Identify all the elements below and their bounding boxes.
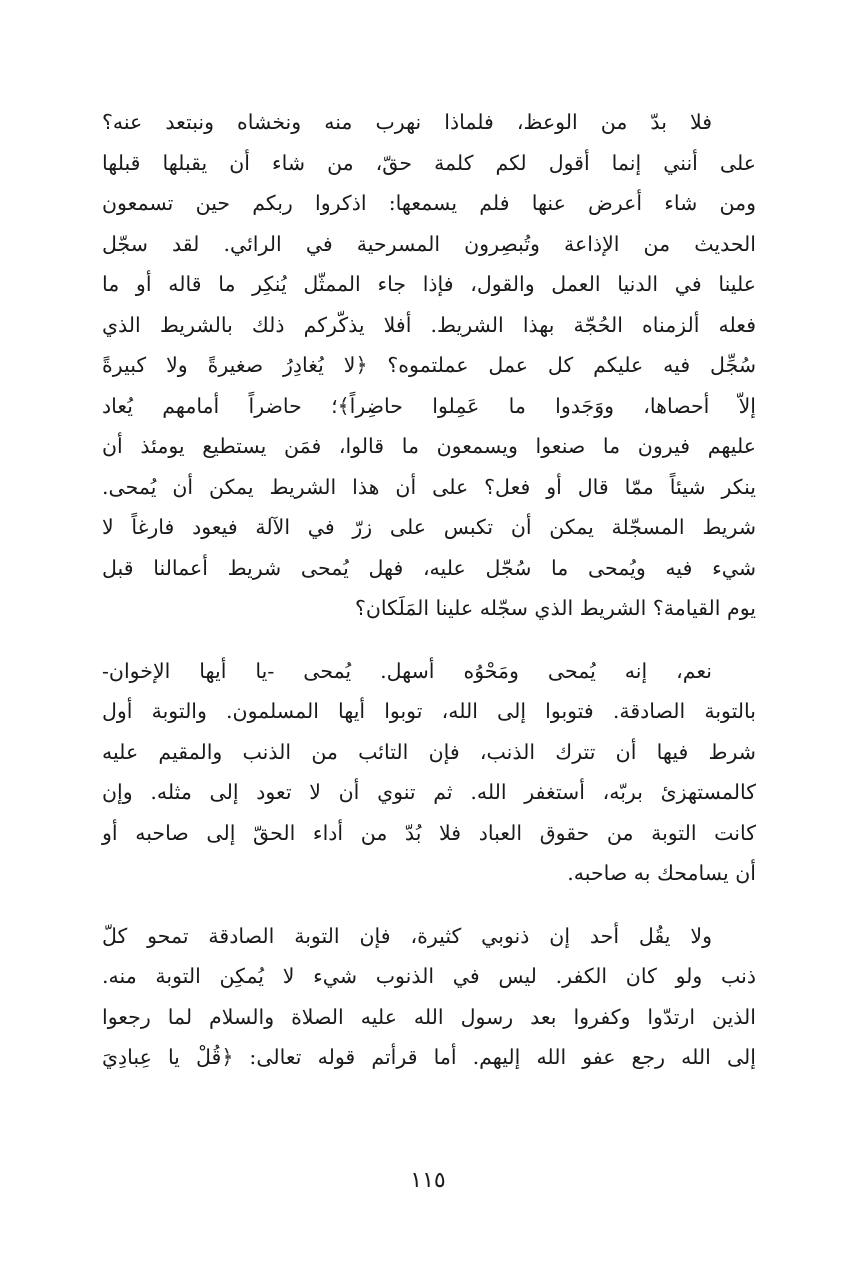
page-number: ١١٥ <box>410 1168 446 1193</box>
text-line: شريط المسجّلة يمكن أن تكبس على زرّ في الآلة فيعود فارغاً لا <box>102 515 756 539</box>
text-line: ينكر شيئاً ممّا قال أو فعل؟ على أن هذا الشريط يمكن أن يُمحى. <box>102 474 756 499</box>
text-line: ولا يقُل أحد إن ذنوبي كثيرة، فإن التوبة الصادقة تمحو كلّ <box>102 923 712 948</box>
paragraph <box>102 916 756 1078</box>
text-line: سُجِّل فيه عليكم كل عمل عملتموه؟ ﴿لا يُغادِرُ صغيرةً ولا كبيرةً <box>102 353 756 377</box>
text-line: يوم القيامة؟ الشريط الذي سجّله علينا المَلَكان؟ <box>354 596 756 620</box>
text-line: الذين ارتدّوا وكفروا بعد رسول الله عليه الصلاة والسلام لما رجعوا <box>102 1004 756 1029</box>
text-line: الحديث من الإذاعة وتُبصِرون المسرحية في الرائي. لقد سجّل <box>102 231 756 256</box>
text-line: فلا بدّ من الوعظ، فلماذا نهرب منه ونخشاه ونبتعد عنه؟ <box>102 110 712 134</box>
text-line: شيء فيه ويُمحى ما سُجّل عليه، فهل يُمحى شريط أعمالنا قبل <box>102 555 756 580</box>
text-line: بالتوبة الصادقة. فتوبوا إلى الله، توبوا أيها المسلمون. والتوبة أول <box>102 699 756 723</box>
text-line: نعم، إنه يُمحى ومَحْوُه أسهل. يُمحى -يا أيها الإخوان- <box>102 658 712 683</box>
text-line: فعله ألزمناه الحُجّة بهذا الشريط. أفلا يذكّركم ذلك بالشريط الذي <box>102 312 756 337</box>
text-line: أن يسامحك به صاحبه. <box>567 861 756 885</box>
text-line: ذنب ولو كان الكفر. ليس في الذنوب شيء لا يُمكِن التوبة منه. <box>102 964 756 988</box>
text-line: شرط فيها أن تترك الذنب، فإن التائب من الذنب والمقيم عليه <box>102 739 756 764</box>
text-line: علينا في الدنيا العمل والقول، فإذا جاء الممثّل يُنكِر ما قاله أو ما <box>102 272 756 296</box>
text-line: ومن شاء أعرض عنها فلم يسمعها: اذكروا ربكم حين تسمعون <box>102 191 756 215</box>
paragraph <box>102 651 756 894</box>
text-line: كالمستهزئ بربّه، أستغفر الله. ثم تنوي أن لا تعود إلى مثله. وإن <box>102 780 756 804</box>
text-line: إلى الله رجع عفو الله إليهم. أما قرأتم قوله تعالى: ﴿قُلْ يا عِبادِيَ <box>102 1045 756 1069</box>
text-line: عليهم فيرون ما صنعوا ويسمعون ما قالوا، فمَن يستطيع يومئذ أن <box>102 434 756 458</box>
text-line: كانت التوبة من حقوق العباد فلا بُدّ من أداء الحقّ إلى صاحبه أو <box>102 820 756 845</box>
text-line: إلاّ أحصاها، ووَجَدوا ما عَمِلوا حاضِراً﴾؛ حاضراً أمامهم يُعاد <box>102 393 756 418</box>
text-line: على أنني إنما أقول لكم كلمة حقّ، من شاء أن يقبلها قبلها <box>102 150 756 175</box>
page-body <box>102 102 756 1100</box>
paragraph <box>102 102 756 629</box>
